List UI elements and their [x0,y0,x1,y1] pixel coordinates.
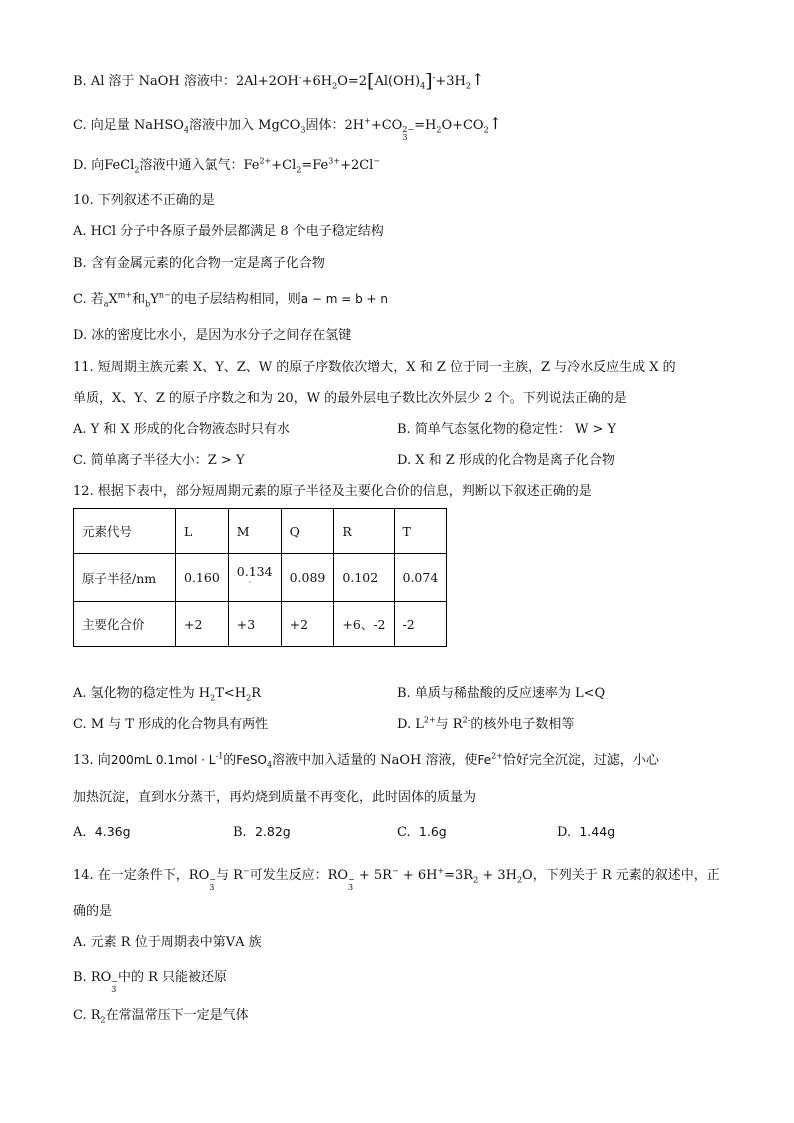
table-row [74,554,447,602]
eq-sub: 4 [420,81,426,91]
q10-option-b: B. 含有金属元素的化合物一定是离子化合物 [73,256,325,271]
q11-option-b: B. 简单气态氢化物的稳定性： W > Y [397,422,617,437]
table-cell: -2 [394,602,447,647]
eq-sub: a [103,299,109,309]
eq-part: +6H [301,74,333,89]
eq-part: 14. 在一定条件下，RO [73,868,210,883]
table-cell: 0.074 [394,554,447,602]
table-cell: 0.089 [281,554,334,602]
q13-option-a [73,822,131,843]
eq-part: 在常温常压下一定是气体 [105,1008,249,1023]
eq-part: Fe [477,753,492,767]
eq-sub: b [145,299,151,309]
eq-part: FeSO [236,753,267,767]
bracket-left: [ [367,70,375,92]
table-cell: T [394,509,447,554]
table-row [74,602,447,647]
eq-part: 溶液中加入 MgCO [189,118,301,133]
q11-option-c: C. 简单离子半径大小：Z > Y [73,453,245,468]
option-label: D. [557,825,572,840]
eq-sub: 3 [402,133,408,142]
eq-part: C. R [73,1008,101,1023]
eq-part: +3H [435,74,466,89]
eq-part: C. 向足量 NaHSO [73,118,184,133]
eq-sub: 2 [465,81,471,91]
eq-sup: + [364,116,371,126]
eq-part: 的核外电子数相等 [470,717,575,732]
table-cell: 元素代号 [74,509,176,554]
eq-part: T<H [215,686,247,701]
eq-sub: 2 [436,125,442,135]
table-cell: +6、-2 [334,602,394,647]
eq-sup: − [242,866,250,876]
eq-sup: 2+ [423,715,436,725]
q9-option-d [73,156,380,176]
eq-sup: 2+ [259,156,272,166]
eq-part: +Cl [271,158,297,173]
eq-part: 2H [344,118,365,133]
eq-sub: 4 [267,760,273,770]
eq-sup: n− [158,290,171,300]
table-row [74,509,447,554]
eq-part: 13. 向 [73,753,111,768]
q14-option-a: A. 元素 R 位于周期表中第ⅤA 族 [73,935,262,950]
q10-stem: 10. 下列叙述不正确的是 [73,193,215,208]
q14-option-b [73,968,227,994]
q10-option-c [73,289,388,310]
eq-part: =H [414,118,437,133]
eq-sup: 3+ [328,156,341,166]
eq-part: + 6H [398,868,438,883]
eq-part: =Fe [301,158,329,173]
eq-sup: - [432,72,436,82]
q11-stem-line1: 11. 短周期主族元素 X、Y、Z、W 的原子序数依次增大，X 和 Z 位于同一主族，Z 与冷水反应生成 X 的 [73,360,676,375]
cell-text: 0.134 [236,564,273,579]
table-cell: M [228,509,281,554]
eq-sup: 2- [462,715,471,725]
eq-part: D. L [397,717,424,732]
up-arrow-icon: ↑ [470,70,485,89]
eq-part: O=2 [337,74,368,89]
q13-option-b [233,822,291,843]
q11-option-a: A. Y 和 X 形成的化合物液态时只有水 [73,422,290,437]
q14-stem-line2: 确的是 [73,904,113,919]
q13-stem-line1 [73,750,659,771]
q13-stem-line2: 加热沉淀，直到水分蒸干，再灼烧到质量不再变化，此时固体的质量为 [73,790,477,805]
q12-option-b: B. 单质与稀盐酸的反应速率为 L<Q [397,686,606,701]
eq-sup: − [373,156,381,166]
eq-sup: 2− [402,125,415,134]
eq-part: +CO [370,118,403,133]
eq-part: 恰好完全沉淀，过滤，小心 [502,753,659,768]
q12-stem: 12. 根据下表中，部分短周期元素的原子半径及主要化合价的信息，判断以下叙述正确的是 [73,484,592,499]
table-cell: 主要化合价 [74,602,176,647]
q13-option-c [397,822,447,843]
eq-supsub [209,876,216,892]
eq-part: R [251,686,262,701]
eq-part: 2Al+2OH [235,74,299,89]
eq-part: 中的 R 只能被还原 [117,970,228,985]
eq-part: Al(OH) [374,74,421,89]
eq-sub: 3 [111,985,117,994]
q9-option-b [73,70,484,92]
eq-part: 与 R [215,868,243,883]
table-cell: +3 [228,602,281,647]
eq-part: 溶液中通入氯气： [139,158,244,173]
option-value: 1.6g [418,824,447,839]
table-cell: 0.102 [334,554,394,602]
eq-sub: 2 [296,165,302,175]
option-value: 1.44g [579,824,616,839]
eq-sup: − [111,977,118,986]
eq-part: O+CO [441,118,484,133]
q12-option-a [73,684,261,704]
eq-sup: + [437,866,445,876]
eq-sub: 2 [246,693,252,703]
table-cell: 原子半径/nm [74,554,176,602]
eq-supsub [402,126,414,142]
eq-sub: 2 [210,693,216,703]
table-cell: Q [281,509,334,554]
option-label: A. [73,825,87,840]
table-cell-value [236,564,273,587]
eq-part: =3R [444,868,474,883]
q11-option-d: D. X 和 Z 形成的化合物是离子化合物 [397,453,615,468]
option-value: 2.82g [254,824,291,839]
eq-sup: 2+ [491,751,503,761]
eq-part: 的 [223,753,237,768]
eq-part: B. RO [73,970,112,985]
eq-part: Fe [243,158,260,173]
eq-part: 与 R [435,717,463,732]
table-cell [228,554,281,602]
eq-part: a − m = b + n [300,292,389,306]
eq-part: 固体： [305,118,345,133]
eq-sub: 2 [473,875,479,885]
eq-sub: 3 [348,883,354,892]
q9-option-c [73,114,502,142]
eq-sup: - [298,72,302,82]
table-cell: 0.160 [176,554,229,602]
eq-supsub [348,876,355,892]
eq-part: O，下列关于 R 元素的叙述中，正 [522,868,720,883]
eq-sub: 3 [300,125,306,135]
option-label: B. [233,825,247,840]
eq-part: + 5R [354,868,392,883]
option-label: C. [397,825,411,840]
eq-sup: − [209,875,216,884]
eq-sub: 2 [483,125,489,135]
q13-option-d [557,822,615,843]
table-cell: +2 [281,602,334,647]
bracket-right: ] [425,70,433,92]
table-cell: R [334,509,394,554]
eq-sup: − [391,866,399,876]
eq-sup: m+ [117,290,133,300]
eq-part: 和 [132,292,146,307]
q14-stem-line1 [73,866,720,892]
eq-part: + 3H [478,868,517,883]
eq-sub: 4 [183,125,190,135]
eq-sub: 2 [100,1015,106,1025]
eq-part: 可发生反应：RO [249,868,349,883]
eq-supsub [111,978,118,994]
option-value: 4.36g [94,824,131,839]
eq-part: +2Cl [340,158,374,173]
q12-element-table [73,508,447,647]
eq-part: 200mL 0.1mol · L [110,753,216,767]
table-cell: L [176,509,229,554]
q9-b-prefix: B. Al 溶于 NaOH 溶液中： [73,74,236,89]
q11-stem-line2: 单质，X、Y、Z 的原子序数之和为 20，W 的最外层电子数比次外层少 2 个。下列说法正确的是 [73,391,627,406]
eq-sub: 2 [332,81,338,91]
eq-sub: 3 [209,883,215,892]
eq-part: Y [150,292,159,307]
eq-part: X [108,292,118,307]
eq-part: C. 若 [73,292,104,307]
q12-option-d [397,715,574,735]
eq-part: A. 氢化物的稳定性为 H [73,686,211,701]
dot-mark: · [248,578,252,587]
up-arrow-icon: ↑ [488,114,503,133]
table-cell: +2 [176,602,229,647]
eq-part: 溶液中加入适量的 NaOH 溶液，使 [272,753,478,768]
eq-sub: 2 [516,875,523,885]
eq-sup: -1 [215,751,224,761]
eq-sub: 2 [134,165,140,175]
q10-option-d: D. 冰的密度比水小，是因为水分子之间存在氢键 [73,328,352,343]
q12-option-c: C. M 与 T 形成的化合物具有两性 [73,717,269,732]
q14-option-c [73,1006,249,1026]
eq-sup: − [348,875,355,884]
q10-option-a: A. HCl 分子中各原子最外层都满足 8 个电子稳定结构 [73,224,384,239]
eq-part: D. 向FeCl [73,158,135,173]
eq-part: 的电子层结构相同，则 [170,292,301,307]
